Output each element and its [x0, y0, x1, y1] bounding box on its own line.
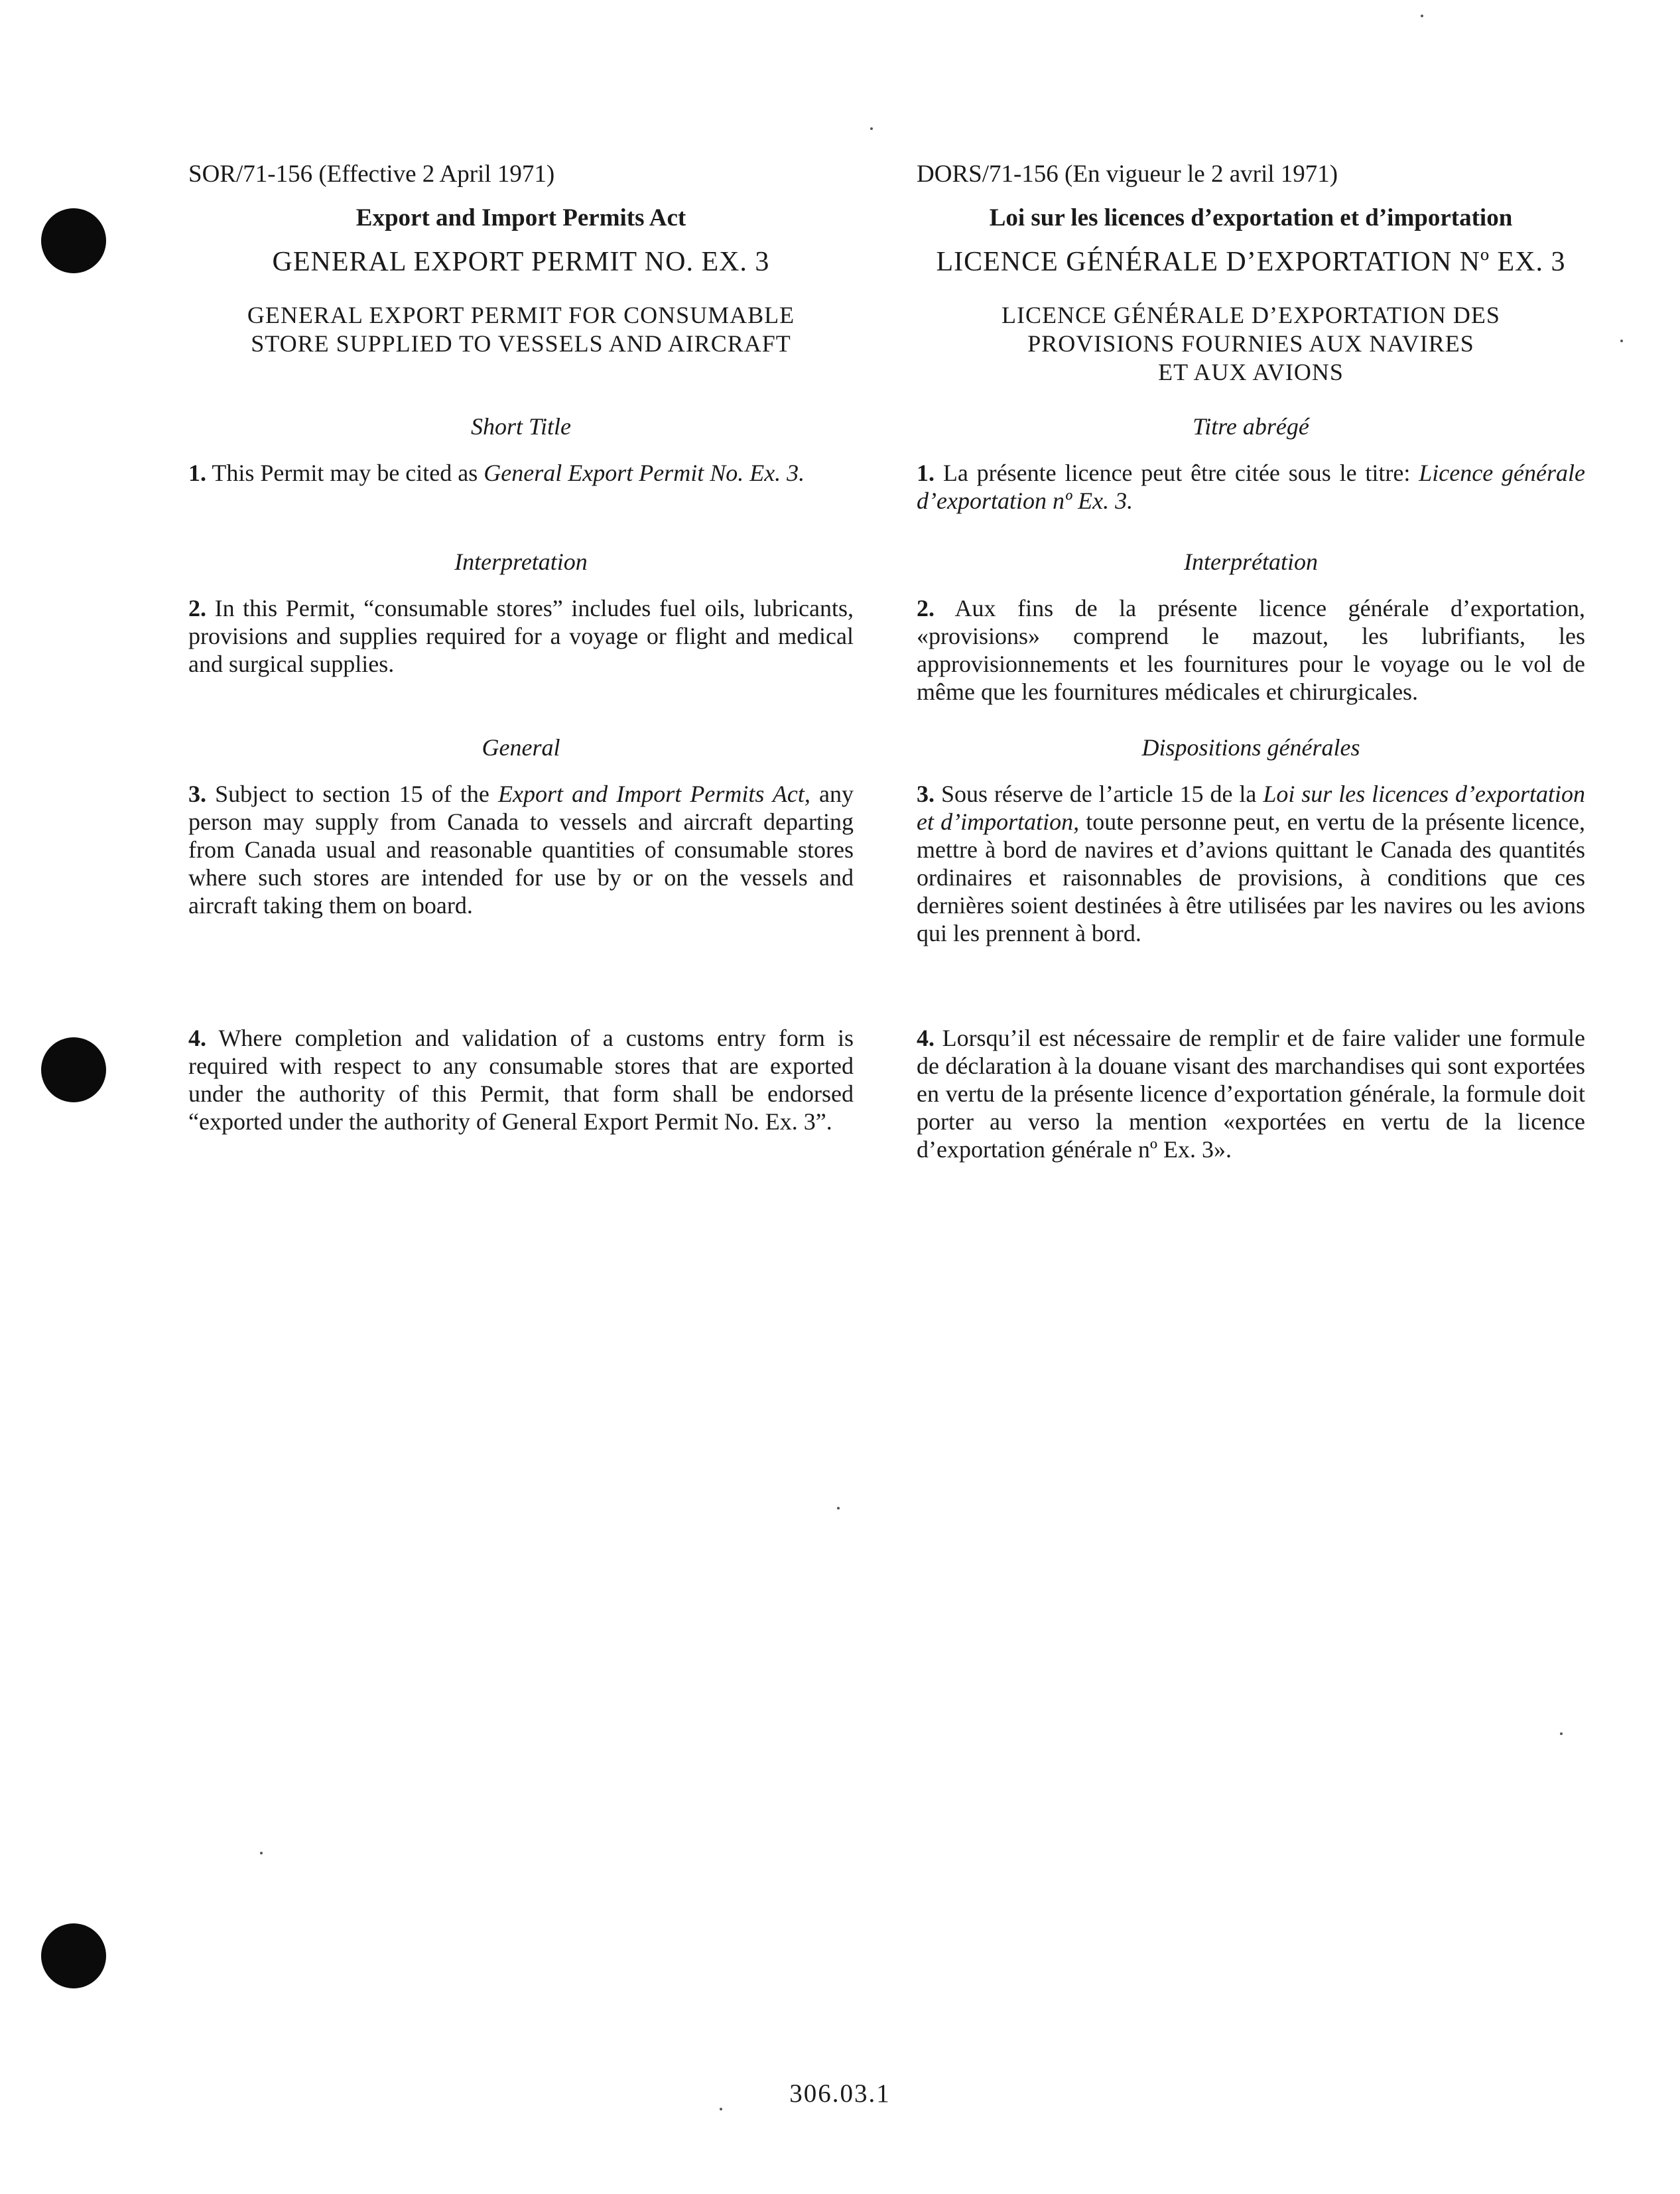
section-number: 1.	[917, 460, 935, 486]
english-column	[188, 158, 854, 1135]
regulation-reference: DORS/71-156 (En vigueur le 2 avril 1971)	[917, 161, 1338, 188]
punch-hole-middle	[41, 1037, 106, 1102]
scan-speck	[837, 1507, 840, 1510]
description-line: STORE SUPPLIED TO VESSELS AND AIRCRAFT	[251, 330, 791, 357]
scan-speck	[1421, 15, 1423, 17]
permit-title: GENERAL EXPORT PERMIT NO. EX. 3	[272, 247, 770, 277]
section-paragraph: 1. This Permit may be cited as General Export Permit No. Ex. 3.	[188, 460, 805, 486]
section-paragraph: 4. Lorsqu’il est nécessaire de remplir et de faire valider une formule de déclaration à la douane visant des marchandises qui sont exportées en vertu de la présente licence d’exportation générale, la formule doit porter au verso la mention «exportées en vertu de la licence d’exportation générale nº Ex. 3».	[917, 1025, 1585, 1163]
regulation-reference: SOR/71-156 (Effective 2 April 1971)	[188, 161, 555, 188]
section-heading: Dispositions générales	[1141, 734, 1360, 761]
section-number: 4.	[917, 1025, 935, 1051]
section-number: 2.	[917, 595, 935, 621]
section-heading: General	[482, 734, 560, 761]
scan-speck	[260, 1852, 263, 1854]
scan-speck	[1620, 340, 1623, 342]
section-paragraph: 3. Sous réserve de l’article 15 de la Loi sur les licences d’exportation et d’importation, toute personne peut, en vertu de la présente licence, mettre à bord de navires et d’avions quittant le Canada des quantités ordinaires et raisonnables de provisions, à conditions que ces dernières soient destinées à être utilisées par les navires ou les avions qui les prennent à bord.	[917, 781, 1586, 946]
section-number: 3.	[917, 781, 935, 807]
section-heading: Interpretation	[454, 548, 588, 575]
section-paragraph: 2. Aux fins de la présente licence générale d’exportation, «provisions» comprend le mazout, les lubrifiants, les approvisionnements et les fournitures pour le voyage ou le vol de même que les fournitures médicales et chirurgicales.	[917, 595, 1585, 705]
act-title: Loi sur les licences d’exportation et d’importation	[989, 204, 1513, 231]
section-heading: Short Title	[470, 413, 572, 440]
french-column	[917, 158, 1585, 1163]
section-number: 3.	[188, 781, 206, 807]
act-title: Export and Import Permits Act	[355, 204, 686, 231]
scan-speck	[870, 127, 873, 130]
scan-speck	[1560, 1732, 1563, 1735]
permit-description	[917, 301, 1585, 411]
section-paragraph: 2. In this Permit, “consumable stores” includes fuel oils, lubricants, provisions and supplies required for a voyage or flight and medical and surgical supplies.	[188, 595, 854, 677]
section-number: 1.	[188, 460, 206, 486]
punch-hole-top	[41, 208, 106, 273]
section-paragraph: 3. Subject to section 15 of the Export and Import Permits Act, any person may supply from Canada to vessels and aircraft departing from Canada usual and reasonable quantities of consumable stores where such stores are intended for use by or on the vessels and aircraft taking them on board.	[188, 781, 854, 919]
description-line: LICENCE GÉNÉRALE D’EXPORTATION DES	[1002, 302, 1500, 328]
section-heading: Interprétation	[1184, 548, 1318, 575]
section-heading: Titre abrégé	[1193, 413, 1309, 440]
permit-title: LICENCE GÉNÉRALE D’EXPORTATION Nº EX. 3	[936, 247, 1566, 277]
section-number: 4.	[188, 1025, 206, 1051]
page-number: 306.03.1	[789, 2079, 891, 2108]
section-paragraph: 1. La présente licence peut être citée sous le titre: Licence générale d’exportation nº Ex. 3.	[917, 460, 1585, 514]
section-number: 2.	[188, 595, 206, 621]
punch-hole-bottom	[41, 1923, 106, 1988]
description-line: PROVISIONS FOURNIES AUX NAVIRES	[1027, 330, 1474, 357]
description-line: ET AUX AVIONS	[1158, 359, 1344, 385]
description-line: GENERAL EXPORT PERMIT FOR CONSUMABLE	[247, 302, 795, 328]
permit-description	[188, 301, 854, 411]
section-paragraph: 4. Where completion and validation of a customs entry form is required with respect to any consumable stores that are exported under the authority of this Permit, that form shall be endorsed “exported under the authority of General Export Permit No. Ex. 3”.	[188, 1025, 854, 1135]
